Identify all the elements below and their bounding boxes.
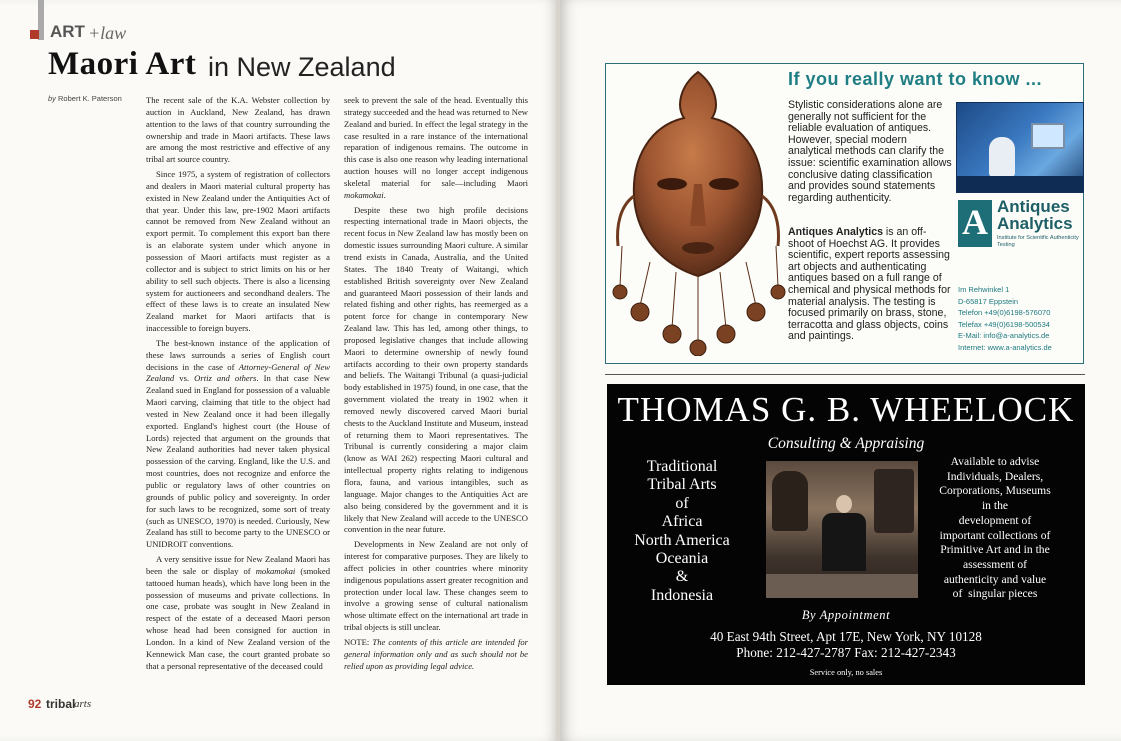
wheelock-ad — [607, 384, 1085, 685]
magazine-name-italic: arts — [74, 698, 92, 710]
left-page — [0, 0, 556, 741]
mask-image — [610, 66, 786, 356]
text-run: . — [383, 189, 386, 200]
antiques-analytics-ad — [605, 63, 1084, 364]
contact-line: Internet: www.a-analytics.de — [958, 342, 1052, 352]
address-line: 40 East 94th Street, Apt 17E, New York, NY 10128 — [710, 629, 982, 644]
paragraph: The recent sale of the K.A. Webster collection by auction in Auckland, New Zealand, has drawn attention to the laws of that country surrounding the ownership and trade in Maori artifacts. These laws are among the most restrictive and effective of any tribal art source country. — [146, 95, 330, 165]
services-list — [910, 455, 1080, 602]
note — [344, 637, 528, 673]
service-line: in the — [981, 499, 1009, 513]
specialty-line: Tribal Arts — [647, 476, 717, 494]
paragraph: Despite these two high profile decisions respecting international trade in Maori objects, the recent focus in New Zealand law has mostly been on domestic issues surrounding Maori culture. A similar trend exists in Canada, Australia, and the United States. The 1840 Treaty of Waitangi, which established British sovereignty over New Zealand and guaranteed Maori possession of their lands and related fishing and other rights, has reemerged as a potent force for change in contemporary New Zealand law. This has led, among other things, to proposed legislative changes that include allowing Maori to determine ownership of newly found artifacts according to their own property standards and beliefs. The Waitangi Tribunal (a quasi-judicial body established in 1975) found, in one case, that the government violated the treaty in 1902 when it removed newly discovered carved Maori burial chests to the Auckland Institute and Museum, instead of returning them to Maori representatives. The Tribunal is currently considering a major claim (know as WAI 262) respecting Maori cultural and intellectual property rights relating to indigenous flora, fauna, and various intangibles, such as language. Major changes to the Antiquities Act are also being considered by the government and it is likely that New Zealand will accede to the UNESCO convention in the near future. — [344, 204, 528, 535]
desk-shape — [957, 176, 1083, 192]
person-suit-shape — [822, 513, 866, 571]
specialty-line: Indonesia — [650, 586, 714, 604]
case-name: Attorney-General of New Zealand — [146, 361, 331, 384]
paragraph: Since 1975, a system of registration of collectors and dealers in Maori material cultural property has existed in New Zealand under the Antiquities Act of that year. Under this law, pre-1902 Maori artifacts cannot be removed from New Zealand without an export permit. To complement this export ban there is an elaborate system under which anyone in possession of Maori artifacts must register as a collector and is subject to strict limits on his or her ability to sell such objects. There is also a licensing system for auctioneers and secondhand dealers. The effect of these laws is to create an insulated New Zealand market for Maori artifacts that is inaccessible to foreign buyers. — [146, 169, 330, 334]
contact-line: E-Mail: info@a-analytics.de — [958, 331, 1050, 340]
article-title-bold: Maori Art — [48, 46, 197, 82]
article-column-2 — [344, 95, 528, 676]
logo-tagline: Institute for Scientific Authenticity Testing — [997, 235, 1079, 248]
artifact-shape — [772, 471, 808, 531]
text-run: (smoked tattooed human heads), which have long been in the possession of museums and private collections. In one case, probate was sought in New Zealand in respect of the estate of a deceased Maori person whose head had been consigned for auction in London. In a kind of New Zealand version of the Kennewick Man case, the court granted probate so that a personal representative of the deceased could — [146, 565, 330, 671]
service-line: authenticity and value — [943, 572, 1047, 586]
text-run: The best-known instance of the application of these laws surrounds a series of English court decisions in the case of — [146, 337, 330, 372]
logo-name-line2: Analytics — [997, 214, 1073, 233]
appointment-text: By Appointment — [801, 608, 891, 622]
contact-block — [958, 284, 1078, 353]
specialty-line: Africa — [661, 513, 703, 531]
contact-line: Telefax +49(0)6198-500534 — [958, 319, 1050, 329]
term-italic: mokamokai — [344, 189, 384, 200]
phone-line: Phone: 212-427-2787 Fax: 212-427-2343 — [736, 645, 956, 661]
service-line: Individuals, Dealers, — [946, 469, 1044, 483]
service-line: important collections of — [939, 528, 1051, 542]
company-name: Antiques Analytics — [788, 226, 883, 238]
service-note: Service only, no sales — [809, 668, 883, 677]
scientist-figure — [989, 137, 1015, 177]
artifact-shape — [874, 469, 914, 533]
byline-author: Robert K. Paterson — [58, 94, 122, 103]
byline-by: by — [48, 94, 56, 103]
service-line: Available to advise — [950, 455, 1040, 468]
portrait-photo — [766, 461, 918, 598]
note-text: The contents of this article are intended for general information only and as such should not be relied upon as providing legal advice. — [344, 636, 528, 671]
article-column-1 — [146, 95, 330, 676]
specialty-line: of — [675, 494, 689, 512]
company-description: is an off-shoot of Hoechst AG. It provides scientific, expert reports assessing art objects and authenticating antiques based on a full range of chemical and physical methods for material analysis. The testing is focused primarily on brass, stone, terracotta and glass objects, coins and paintings. — [788, 226, 951, 343]
section-marker-square — [30, 30, 39, 39]
divider-rule — [605, 374, 1085, 375]
floor-shape — [766, 574, 918, 598]
advertiser-name: THOMAS G. B. WHEELOCK — [617, 390, 1075, 429]
section-label-law: +law — [88, 23, 127, 43]
paragraph — [146, 554, 330, 672]
service-line: Primitive Art and in the — [940, 543, 1050, 557]
specialty-line: Oceania — [655, 550, 709, 568]
contact-line: D-65817 Eppstein — [958, 296, 1019, 306]
text-run: seek to prevent the sale of the head. Eventually this strategy succeeded and the head was returned to New Zealand and buried. In effect the legal strategy in the case resulted in a rare instance of the international reparation of indigenous remains. The outcome in this case is also one reason why leading international auction houses will no longer accept indigenous skeletal material for sale—including Maori — [344, 95, 528, 188]
specialties-list — [615, 458, 749, 605]
logo-name-line1: Antiques — [997, 197, 1070, 216]
specialty-line: & — [675, 568, 689, 586]
paragraph — [344, 95, 528, 202]
logo-icon: A — [958, 200, 992, 247]
service-line: Corporations, Museums — [939, 484, 1051, 498]
article-title-rest: in New Zealand — [208, 52, 396, 82]
text-run: . In that case New Zealand sued in England for possession of a valuable Maori carving, claiming that title to the object had vested in New Zealand once it had been illegally exported. England's highest court (the House of Lords) rejected that argument on the grounds that New Zealand authorities had never taken physical possession of the carving. England, like the U.S. and most countries, does not recognize and enforce the public or regulatory laws of other countries on grounds of public policy and sovereignty. In order for such laws to be recognized, some sort of treaty (such as UNESCO, 1970) is needed. Curiously, New Zealand has still to become party to the UNESCO or UNIDROIT conventions. — [146, 373, 330, 550]
advertiser-subtitle: Consulting & Appraising — [767, 435, 925, 452]
case-name: Ortiz and others — [194, 373, 257, 384]
address-block — [607, 629, 1085, 662]
paragraph — [146, 338, 330, 551]
ad-body: Stylistic considerations alone are generally not sufficient for the reliable evaluation of antiques. However, special modern analytical methods can clarify the issue: scientific examination allows conclusive dating classification and provides sound statements regarding authenticity. — [788, 99, 952, 204]
logo-name — [997, 198, 1082, 232]
contact-line: Im Rehwinkel 1 — [958, 285, 1010, 294]
specialty-line: Traditional — [646, 458, 718, 475]
text-run: vs. — [174, 373, 195, 384]
person-head-shape — [836, 495, 852, 513]
ad-body-company — [788, 227, 952, 343]
right-page — [560, 0, 1121, 741]
ad-headline: If you really want to know ... — [788, 69, 1043, 89]
note-label: NOTE: — [344, 636, 370, 647]
page-number: 92 — [28, 697, 42, 711]
magazine-name: tribal — [46, 697, 76, 711]
text-run: A very sensitive issue for New Zealand Maori has been the sale or display of — [146, 554, 330, 576]
term-italic: mokamokai — [255, 565, 296, 576]
section-label-art: ART — [50, 22, 85, 41]
service-line: assessment of — [962, 557, 1028, 571]
byline — [48, 94, 122, 103]
lab-photo — [956, 102, 1084, 193]
monitor-image — [1031, 123, 1065, 149]
contact-line: Telefon +49(0)6198-576070 — [958, 308, 1051, 317]
paragraph: Developments in New Zealand are not only of interest for comparative purposes. They are likely to affect policies in other countries where minority indigenous populations assert greater recognition and protection under local law. These changes seem to involve a growing sense of cultural nationalism whose ultimate effect on the international art trade in tribal objects is still unclear. — [344, 539, 528, 633]
service-line: development of — [958, 513, 1032, 527]
service-line: of singular pieces — [952, 587, 1038, 601]
specialty-line: North America — [634, 531, 730, 549]
